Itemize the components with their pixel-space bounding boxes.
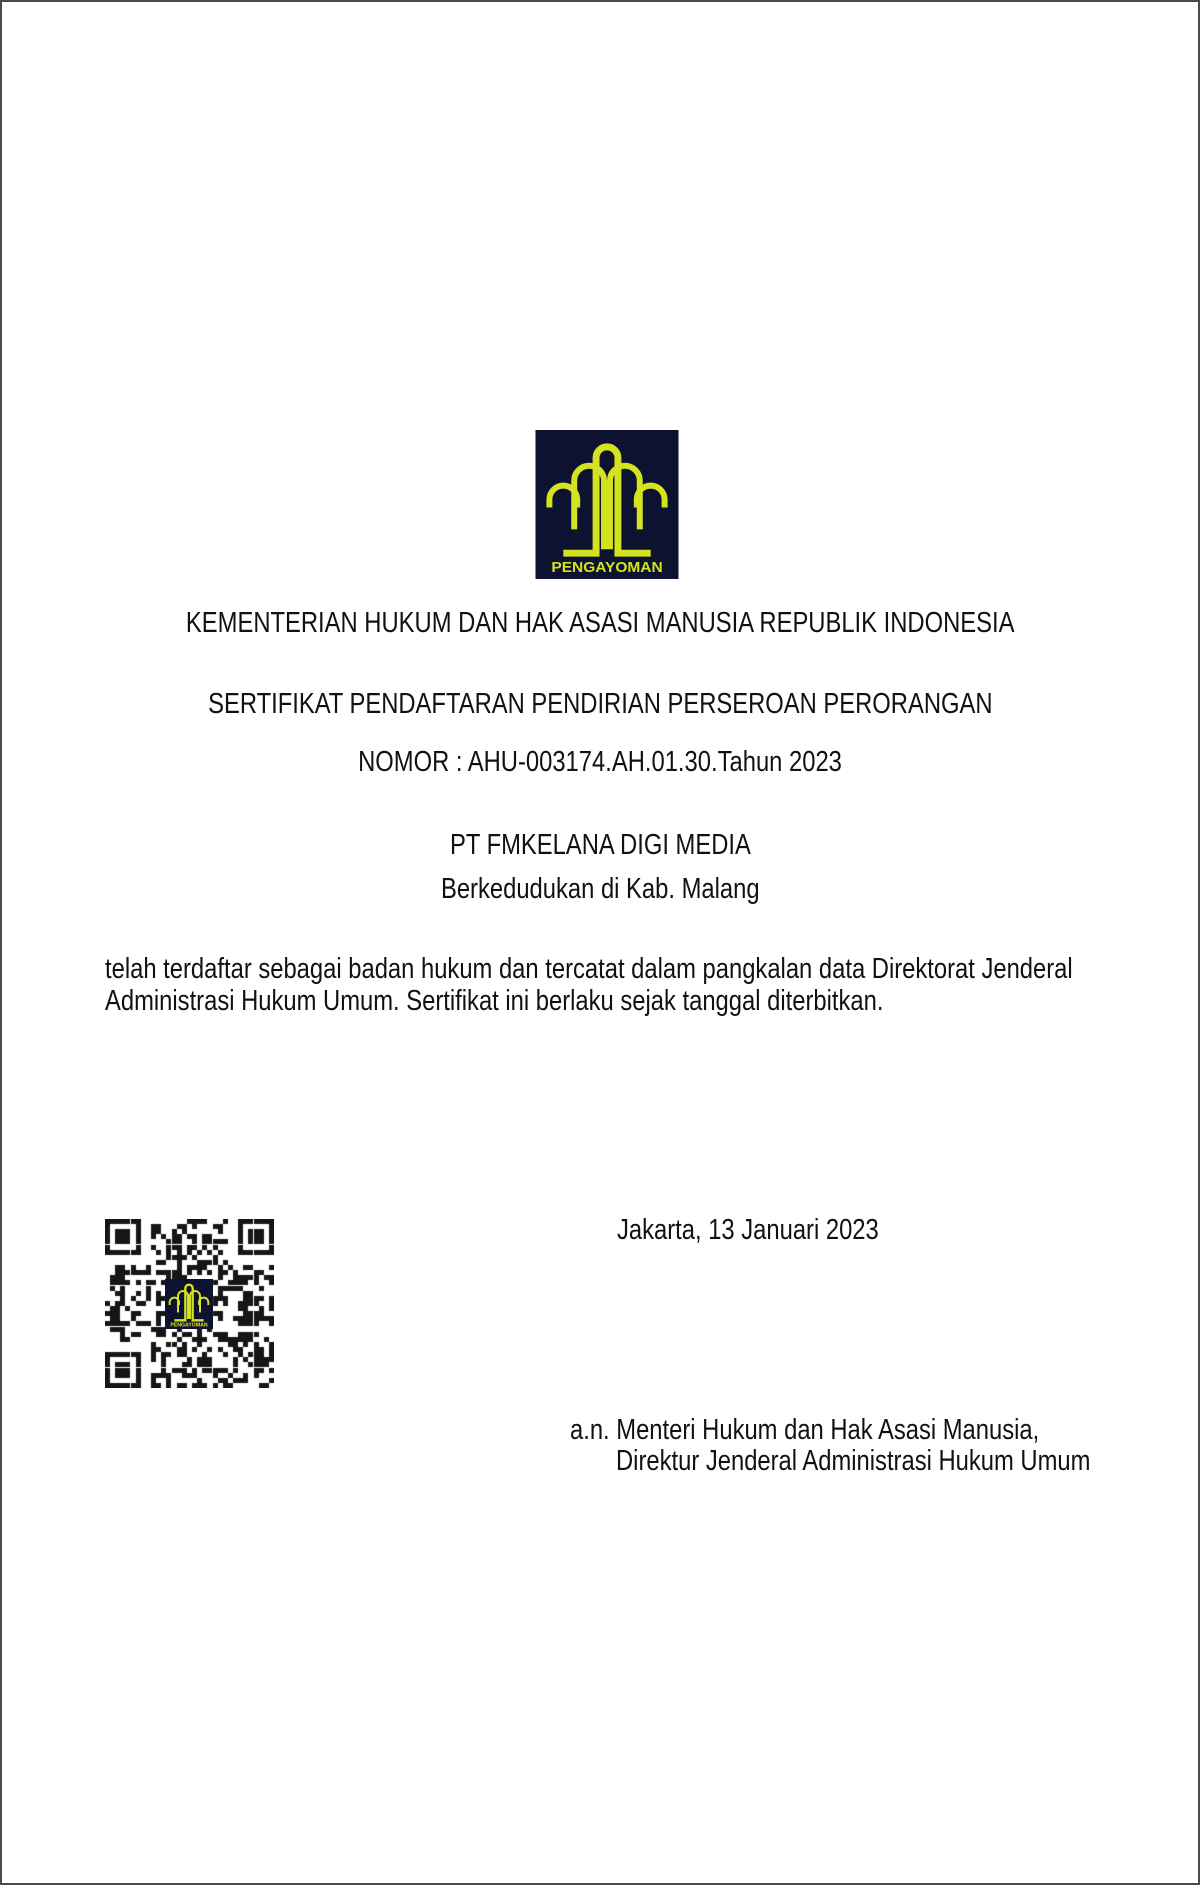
pengayoman-emblem-small-icon <box>165 1279 213 1329</box>
certificate-number: NOMOR : AHU-003174.AH.01.30.Tahun 2023 <box>358 746 842 778</box>
certificate-title: SERTIFIKAT PENDAFTARAN PENDIRIAN PERSEROAN PERORANGAN <box>207 688 993 720</box>
company-name: PT FMKELANA DIGI MEDIA <box>449 829 751 861</box>
issuance-place-date: Jakarta, 13 Januari 2023 <box>617 1214 879 1246</box>
company-domicile: Berkedudukan di Kab. Malang <box>440 873 760 905</box>
pengayoman-emblem-icon <box>535 430 679 579</box>
ministry-title: KEMENTERIAN HUKUM DAN HAK ASASI MANUSIA REPUBLIK INDONESIA <box>185 607 1015 639</box>
qr-center-logo-icon <box>165 1279 213 1329</box>
signature-on-behalf: a.n. Menteri Hukum dan Hak Asasi Manusia, <box>570 1414 1040 1446</box>
kemenkumham-pengayoman-logo-icon <box>535 430 679 579</box>
signature-title: Direktur Jenderal Administrasi Hukum Umum <box>616 1445 1091 1477</box>
registration-statement: telah terdaftar sebagai badan hukum dan tercatat dalam pangkalan data Direktorat Jenderal Administrasi Hukum Umum. Sertifikat ini berlaku sejak tanggal diterbitkan. <box>105 953 1073 1017</box>
qr-code <box>105 1219 274 1388</box>
